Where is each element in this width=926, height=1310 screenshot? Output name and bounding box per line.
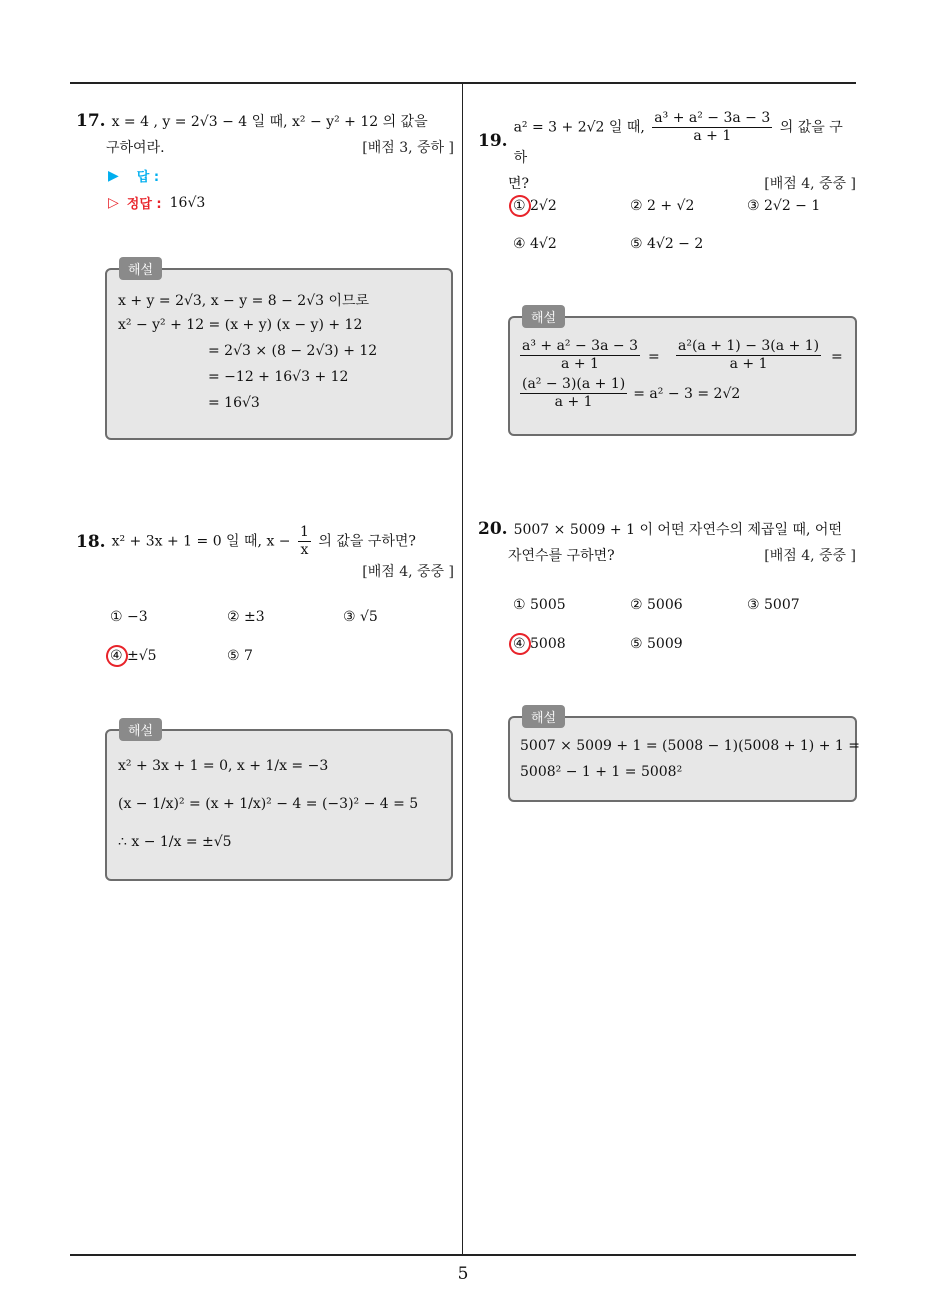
choice-5[interactable]: ⑤ 7 bbox=[227, 648, 253, 664]
choice-2[interactable]: ② 5006 bbox=[630, 597, 683, 613]
question-19 bbox=[478, 110, 856, 197]
selected-mark-icon bbox=[103, 642, 131, 670]
outline-arrow-icon: ▷ bbox=[108, 194, 119, 211]
question-17 bbox=[76, 108, 454, 161]
explanation-box bbox=[508, 716, 857, 802]
question-number: 19. bbox=[478, 130, 508, 151]
fraction bbox=[520, 338, 640, 373]
question-text-cont: 면? bbox=[508, 176, 530, 192]
choice-5[interactable]: ⑤ 5009 bbox=[630, 636, 683, 652]
grade-label: [배점 4, 중중 ] bbox=[764, 176, 856, 192]
equals-sign: = bbox=[831, 349, 843, 365]
fraction-numerator: a²(a + 1) − 3(a + 1) bbox=[678, 338, 820, 354]
choice-1[interactable]: ① −3 bbox=[110, 609, 148, 625]
equals-sign: = bbox=[648, 349, 660, 365]
question-number: 18. bbox=[76, 531, 106, 552]
play-arrow-icon: ▶ bbox=[108, 167, 119, 184]
answer-label: 답 : bbox=[136, 170, 160, 185]
question-18 bbox=[76, 524, 454, 585]
explanation-line: x + y = 2√3, x − y = 8 − 2√3 이므로 bbox=[118, 293, 370, 309]
explanation-tag: 해설 bbox=[119, 257, 162, 280]
question-text: x = 4 , y = 2√3 − 4 일 때, x² − y² + 12 의 값을 bbox=[111, 114, 428, 130]
fraction-numerator: a³ + a² − 3a − 3 bbox=[522, 338, 638, 354]
question-text: x² + 3x + 1 = 0 일 때, x − bbox=[111, 533, 291, 550]
fraction-numerator: 1 bbox=[299, 524, 309, 540]
selected-mark-icon bbox=[506, 630, 534, 658]
fraction bbox=[676, 338, 821, 373]
choice-3[interactable]: ③ √5 bbox=[343, 609, 378, 625]
grade-label: [배점 4, 중중 ] bbox=[362, 564, 454, 580]
page-number: 5 bbox=[457, 1264, 469, 1284]
solution-label: 정답 : bbox=[126, 197, 162, 212]
fraction bbox=[652, 110, 772, 145]
choice-2[interactable]: ② ±3 bbox=[227, 609, 265, 625]
question-text-cont: 의 값을 구하면? bbox=[318, 533, 416, 550]
fraction-denominator: a + 1 bbox=[693, 128, 732, 144]
choice-4[interactable]: ④ 5008 bbox=[513, 636, 566, 652]
question-text-cont: 의 값을 구하 bbox=[513, 119, 843, 166]
explanation-result: = a² − 3 = 2√2 bbox=[633, 385, 741, 402]
question-text: a² = 3 + 2√2 일 때, bbox=[513, 119, 645, 136]
question-text-cont: 구하여라. bbox=[106, 140, 165, 156]
explanation-line: x² + 3x + 1 = 0, x + 1/x = −3 bbox=[118, 758, 329, 774]
explanation-tag: 해설 bbox=[522, 705, 565, 728]
choice-4[interactable]: ④ ±√5 bbox=[110, 648, 157, 664]
explanation-line: ∴ x − 1/x = ±√5 bbox=[118, 834, 232, 850]
explanation-line: x² − y² + 12 = (x + y) (x − y) + 12 bbox=[118, 317, 363, 333]
grade-label: [배점 4, 중중 ] bbox=[764, 548, 856, 564]
fraction-denominator: a + 1 bbox=[729, 356, 768, 372]
solution-row bbox=[108, 193, 205, 212]
fraction-numerator: (a² − 3)(a + 1) bbox=[522, 376, 626, 392]
column-divider bbox=[462, 82, 463, 1254]
solution-value: 16√3 bbox=[169, 194, 206, 211]
fraction-denominator: x bbox=[300, 542, 309, 558]
explanation-fraction-row bbox=[676, 338, 821, 373]
explanation-tag: 해설 bbox=[119, 718, 162, 741]
explanation-fraction-row bbox=[520, 338, 640, 373]
answer-row bbox=[108, 166, 159, 185]
fraction-denominator: a + 1 bbox=[554, 394, 593, 410]
explanation-fraction-row bbox=[520, 376, 740, 411]
choice-2[interactable]: ② 2 + √2 bbox=[630, 198, 695, 214]
choice-5[interactable]: ⑤ 4√2 − 2 bbox=[630, 236, 704, 252]
question-20 bbox=[478, 516, 856, 569]
question-text-cont: 자연수를 구하면? bbox=[508, 548, 615, 564]
fraction-numerator: a³ + a² − 3a − 3 bbox=[654, 110, 771, 126]
fraction bbox=[298, 524, 311, 559]
choice-3[interactable]: ③ 2√2 − 1 bbox=[747, 198, 821, 214]
grade-label: [배점 3, 중하 ] bbox=[362, 140, 454, 156]
explanation-line: = 16√3 bbox=[208, 395, 260, 411]
explanation-line: = −12 + 16√3 + 12 bbox=[208, 369, 349, 385]
question-number: 17. bbox=[76, 111, 106, 131]
fraction-denominator: a + 1 bbox=[561, 356, 599, 372]
bottom-rule bbox=[70, 1254, 856, 1256]
explanation-line: = 2√3 × (8 − 2√3) + 12 bbox=[208, 343, 378, 359]
choice-3[interactable]: ③ 5007 bbox=[747, 597, 800, 613]
explanation-line: (x − 1/x)² = (x + 1/x)² − 4 = (−3)² − 4 = 5 bbox=[118, 796, 419, 812]
choice-4[interactable]: ④ 4√2 bbox=[513, 236, 557, 252]
choice-1[interactable]: ① 5005 bbox=[513, 597, 566, 613]
explanation-line: 5007 × 5009 + 1 = (5008 − 1)(5008 + 1) + 1 = bbox=[520, 738, 860, 754]
choice-1[interactable]: ① 2√2 bbox=[513, 198, 557, 214]
explanation-tag: 해설 bbox=[522, 305, 565, 328]
question-number: 20. bbox=[478, 519, 508, 539]
question-text: 5007 × 5009 + 1 이 어떤 자연수의 제곱일 때, 어떤 bbox=[513, 522, 842, 538]
explanation-line: 5008² − 1 + 1 = 5008² bbox=[520, 764, 683, 780]
fraction bbox=[520, 376, 627, 411]
